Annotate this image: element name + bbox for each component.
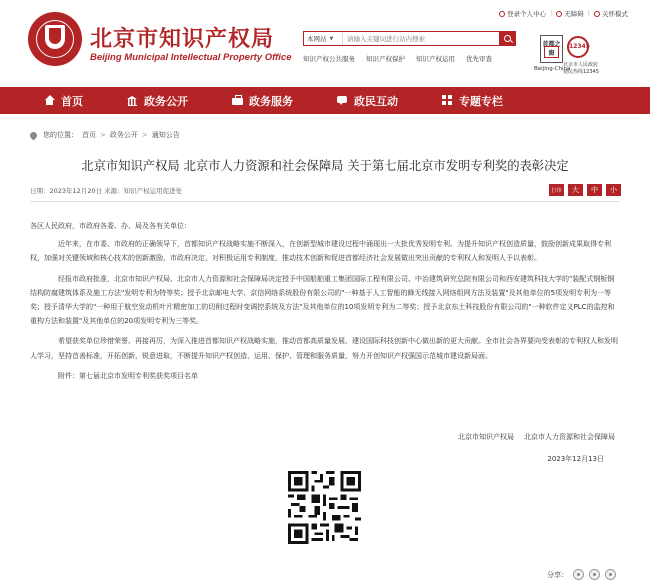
- signer: 北京市人力资源和社会保障局: [524, 433, 615, 441]
- search-box: [303, 31, 516, 46]
- signers: [458, 432, 615, 442]
- hotline-12345-badge[interactable]: 12345: [567, 36, 590, 58]
- font-large-button[interactable]: 大: [568, 184, 583, 196]
- site-subtitle: Beijing Municipal Intellectual Property Office: [90, 52, 292, 63]
- salutation: 各区人民政府，市政府各委、办、局及各有关单位：: [30, 222, 191, 230]
- font-medium-button[interactable]: 中: [587, 184, 602, 196]
- nav-item-home[interactable]: 首页: [44, 87, 83, 114]
- government-icon: [127, 95, 138, 106]
- nav-item-interaction[interactable]: 政民互动: [337, 87, 398, 114]
- site-header: [0, 0, 650, 87]
- interaction-icon: [337, 95, 348, 106]
- breadcrumb-gov-info[interactable]: 政务公开: [109, 131, 138, 139]
- paragraph: 经报市政府批准，北京市知识产权局、北京市人力资源和社会保障局决定授予中国船舶重工集团国际工程有限公司、中冶建筑研究总院有限公司和西安建筑科技大学的"装配式钢板钢结构防腐建筑体系及施工方法"发明专利为特等奖；授予北京邮电大学、京信网络系统股份有限公司的"一种基于人工智能的蜂无线接入网络组网方法及装置"及其他单位的5项发明专利为一等奖；授予清华大学的"一种用于航空发动机叶片精密加工的切削过程时变调控系统及方法"及其他单位的10项发明专利为二等奖；授予北京东土科技股份有限公司的"一种软件定义PLC的监控和重构方法和装置"及其他单位的20项发明专利为三等奖。: [30, 274, 615, 326]
- print-button[interactable]: [549, 184, 564, 196]
- accessible-link[interactable]: 无障碍: [556, 9, 584, 18]
- main-nav: [0, 87, 650, 114]
- search-icon: [504, 35, 511, 42]
- hot-link[interactable]: 知识产权运用: [416, 55, 455, 63]
- special-topic-icon: [442, 95, 453, 106]
- signer: 北京市知识产权局: [458, 433, 514, 441]
- hotline-caption: 北京市人民政府 便民热线12345: [563, 62, 599, 75]
- breadcrumb: 您的位置： 首页 > 政务公开 > 通知公告: [30, 130, 180, 140]
- paragraph: 希望获奖单位珍惜荣誉、再接再厉，为深入推进首都知识产权战略实施，推动首都高质量发展，建设国际科技创新中心做出新的更大贡献。全市社会各界要向受表彰的专利权人和发明人学习，坚持首善标准，开拓创新，锐意进取，不断提升知识产权创造、运用、保护、管理和服务质量，努力开创知识产权强国示范城市建设新局面。: [30, 337, 618, 360]
- hot-link[interactable]: 知识产权保护: [366, 55, 405, 63]
- hot-link[interactable]: 优先审查: [466, 55, 492, 63]
- font-size-controls: [549, 184, 621, 196]
- login-link[interactable]: 登录个人中心: [499, 9, 546, 18]
- care-mode-link[interactable]: 关怀模式: [594, 9, 628, 18]
- site-logo-emblem-icon[interactable]: [28, 12, 82, 66]
- service-icon: [232, 95, 243, 106]
- qr-code-icon: [288, 471, 361, 544]
- search-scope-select[interactable]: 本网站 ▼: [304, 32, 343, 45]
- site-title[interactable]: 北京市知识产权局: [90, 26, 275, 52]
- nav-item-gov-service[interactable]: 政务服务: [232, 87, 293, 114]
- chevron-down-icon: ▼: [329, 35, 334, 42]
- home-icon: [44, 95, 55, 106]
- divider: [30, 201, 620, 202]
- separator: |: [550, 9, 553, 17]
- capital-window-caption: Beijing-China: [534, 66, 571, 72]
- print-icon: 打印: [551, 187, 562, 194]
- attachment-link[interactable]: 附件：第七届北京市发明专利奖获奖项目名单: [58, 371, 198, 380]
- font-small-button[interactable]: 小: [606, 184, 621, 196]
- nav-item-special[interactable]: 专题专栏: [442, 87, 503, 114]
- weibo-share-icon[interactable]: [589, 569, 600, 580]
- article-body: [30, 219, 620, 389]
- capital-window-badge[interactable]: 首都之窗: [540, 35, 563, 63]
- article-title: 北京市知识产权局 北京市人力资源和社会保障局 关于第七届北京市发明专利奖的表彰决定: [81, 159, 569, 173]
- search-input[interactable]: [343, 32, 499, 45]
- share-bar: 分享：: [547, 569, 616, 580]
- hot-links: [303, 54, 492, 63]
- wechat-share-icon[interactable]: [573, 569, 584, 580]
- capital-window-icon: [544, 46, 559, 58]
- article-meta: 日期：2023年12月20日 来源：知识产权运用促进处: [30, 187, 183, 195]
- paragraph: 近年来，在市委、市政府的正确领导下，首都知识产权战略实施不断深入，在创新型城市建设过程中涌现出一大批优秀发明专利。为提升知识产权创造质量，鼓励创新成果取得专利权，加强对关键领域和核心技术的创新激励，市政府决定，对积极运用专利制度，推动技术创新和促进首都经济社会发展做出突出贡献的专利权人和发明人予以表彰。: [30, 240, 611, 263]
- nav-item-gov-info[interactable]: 政务公开: [127, 87, 188, 114]
- breadcrumb-home[interactable]: 首页: [82, 131, 96, 139]
- hot-link[interactable]: 知识产权公共服务: [303, 55, 355, 63]
- separator: |: [587, 9, 590, 17]
- breadcrumb-notices[interactable]: 通知公告: [151, 131, 180, 139]
- search-button[interactable]: [499, 32, 515, 45]
- qq-share-icon[interactable]: [605, 569, 616, 580]
- location-pin-icon: [29, 130, 39, 140]
- sign-date: 2023年12月13日: [547, 455, 604, 463]
